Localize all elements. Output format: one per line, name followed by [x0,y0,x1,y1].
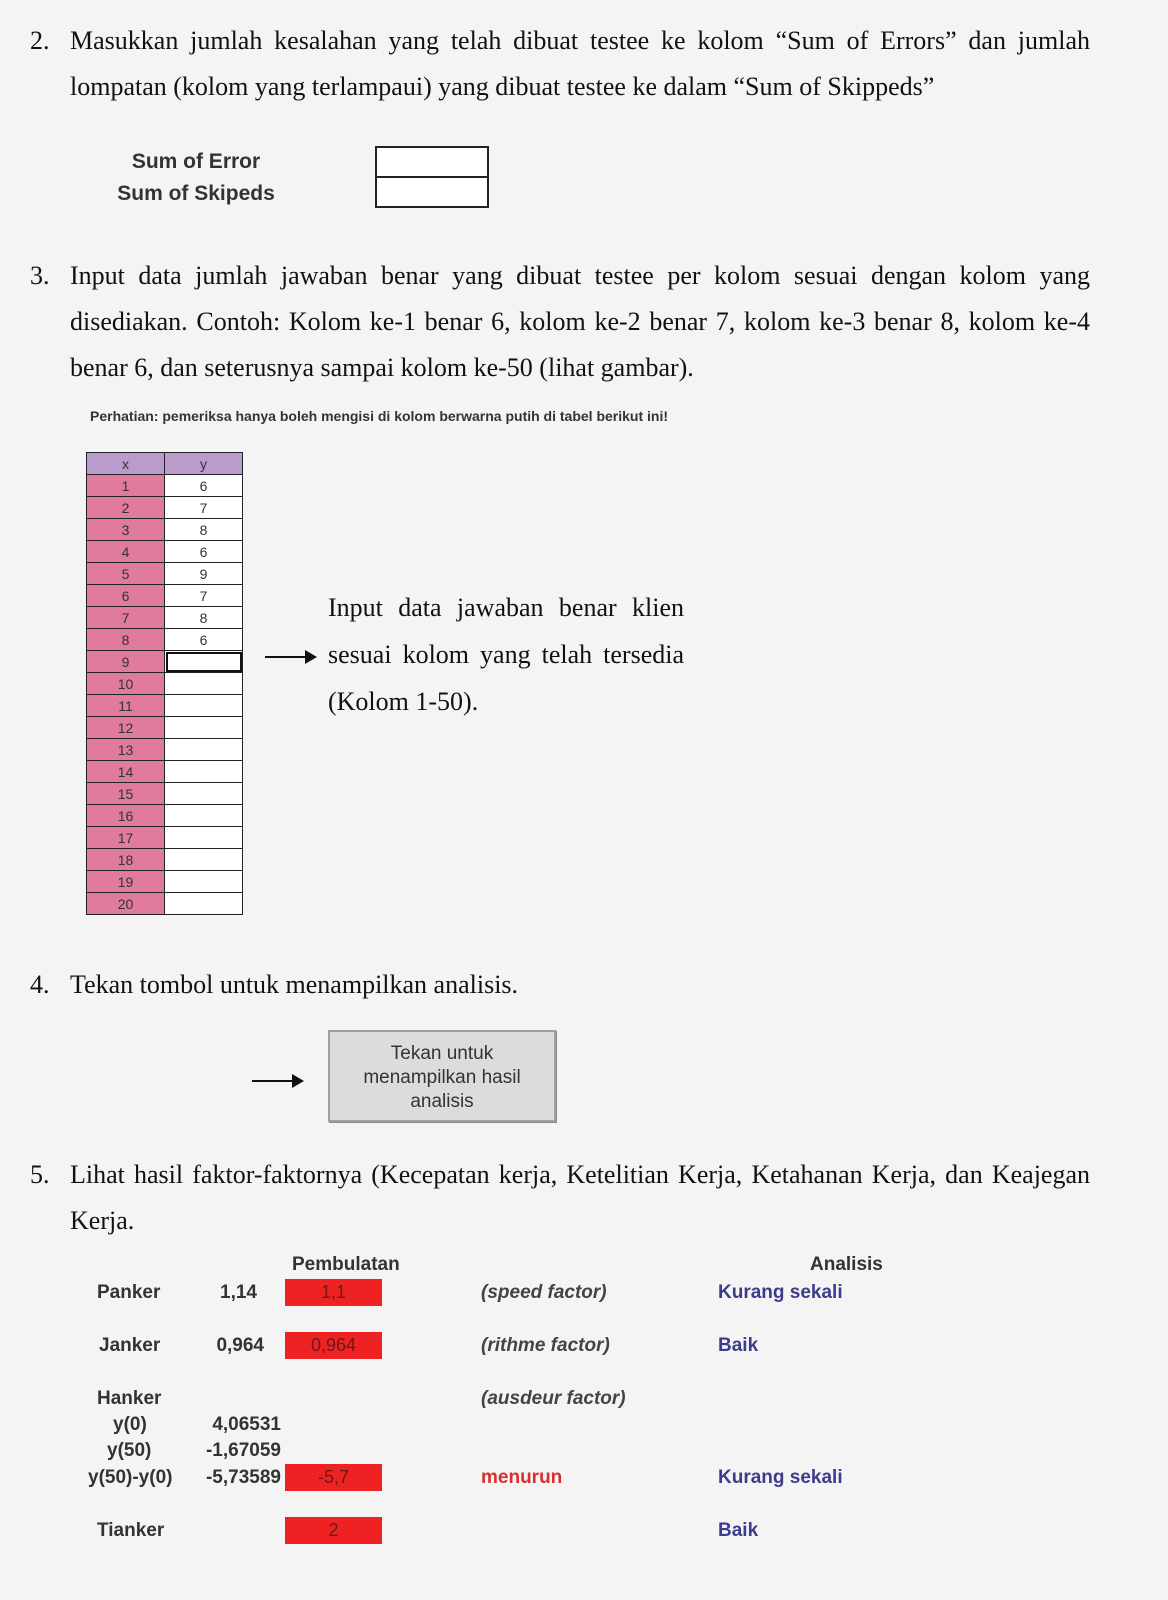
sum-of-error-label: Sum of Error [131,150,261,173]
table-row [87,673,243,695]
y-cell[interactable] [165,739,243,761]
y-cell[interactable]: 6 [165,541,243,563]
notice-text: Perhatian: pemeriksa hanya boleh mengisi di kolom berwarna putih di tabel berikut ini! [90,408,669,424]
step-number: 2. [30,26,50,55]
x-cell: 20 [87,893,165,915]
x-cell: 3 [87,519,165,541]
x-cell: 7 [87,607,165,629]
column-header-x: x [87,453,165,475]
y-cell[interactable] [165,849,243,871]
y-cell[interactable] [165,695,243,717]
y-cell[interactable]: 6 [165,475,243,497]
button-label-line: menampilkan hasil [363,1067,521,1088]
step-text: Masukkan jumlah kesalahan yang telah dibuat testee ke kolom “Sum of Errors” dan jumlah lompatan (kolom yang terlampaui) yang dibuat testee ke dalam “Sum of Skippeds” [70,26,1090,101]
step-4 [30,962,1090,1008]
step-text: Tekan tombol untuk menampilkan analisis. [70,970,519,999]
hanker-y50-value: -1,67059 [205,1440,281,1461]
hanker-label: Hanker [97,1388,162,1409]
y-cell[interactable] [165,783,243,805]
y-cell[interactable] [165,893,243,915]
table-row [87,827,243,849]
x-cell: 16 [87,805,165,827]
table-row [87,717,243,739]
hanker-trend: menurun [481,1467,563,1488]
table-row [87,629,243,651]
table-row [87,739,243,761]
hanker-factor: (ausdeur factor) [481,1388,626,1409]
x-cell: 14 [87,761,165,783]
x-cell: 12 [87,717,165,739]
show-analysis-button[interactable] [328,1030,556,1122]
x-cell: 10 [87,673,165,695]
hanker-diff-value: -5,73589 [205,1467,281,1488]
panker-value: 1,14 [220,1282,257,1303]
arrow-right-icon [252,1080,302,1082]
table-row [87,519,243,541]
x-cell: 11 [87,695,165,717]
table-row [87,497,243,519]
janker-analysis: Baik [718,1335,759,1356]
y-cell[interactable] [165,871,243,893]
x-cell: 9 [87,651,165,673]
arrow-right-icon [265,656,315,658]
step-number: 3. [30,261,50,290]
sum-of-error-input[interactable] [375,146,489,178]
janker-factor: (rithme factor) [481,1335,610,1356]
table-row [87,607,243,629]
x-cell: 17 [87,827,165,849]
table-row [87,585,243,607]
y-cell[interactable] [165,827,243,849]
table-row [87,893,243,915]
panker-rounded: 1,1 [285,1279,382,1306]
x-cell: 2 [87,497,165,519]
janker-rounded: 0,964 [285,1332,382,1359]
y-cell[interactable]: 7 [165,585,243,607]
input-instruction-text: Input data jawaban benar klien sesuai kolom yang telah tersedia (Kolom 1-50). [328,593,684,716]
analysis-header: Analisis [810,1254,883,1275]
panker-analysis: Kurang sekali [718,1282,843,1303]
step-3 [30,253,1090,391]
step-5 [30,1152,1090,1244]
panker-factor: (speed factor) [481,1282,607,1303]
y-cell[interactable]: 9 [165,563,243,585]
sum-of-skipeds-label: Sum of Skipeds [117,182,275,205]
step-text: Lihat hasil faktor-faktornya (Kecepatan kerja, Ketelitian Kerja, Ketahanan Kerja, dan Keajegan Kerja. [70,1160,1090,1235]
hanker-y0-label: y(0) [113,1414,147,1435]
table-row [87,761,243,783]
step-2 [30,18,1090,110]
x-cell: 15 [87,783,165,805]
y-cell[interactable]: 6 [165,629,243,651]
y-cell[interactable] [165,673,243,695]
x-cell: 13 [87,739,165,761]
y-cell[interactable]: 7 [165,497,243,519]
hanker-y50-label: y(50) [107,1440,152,1461]
table-row [87,783,243,805]
hanker-y0-value: 4,06531 [212,1414,281,1435]
table-row [87,563,243,585]
janker-value: 0,964 [216,1335,264,1356]
table-row [87,475,243,497]
tianker-analysis: Baik [718,1520,759,1541]
step-text: Input data jumlah jawaban benar yang dibuat testee per kolom sesuai dengan kolom yang disediakan. Contoh: Kolom ke-1 benar 6, kolom ke-2 benar 7, kolom ke-3 benar 8, kolom ke-4 benar 6, dan seterusnya sampai kolom ke-50 (lihat gambar). [70,261,1090,382]
x-cell: 1 [87,475,165,497]
x-cell: 18 [87,849,165,871]
y-cell-selected[interactable] [165,651,243,673]
table-row [87,805,243,827]
table-row [87,871,243,893]
tianker-label: Tianker [97,1520,165,1541]
x-cell: 5 [87,563,165,585]
button-label-line: analisis [410,1091,474,1112]
table-row [87,651,243,673]
step-number: 4. [30,970,50,999]
y-cell[interactable] [165,761,243,783]
panker-label: Panker [97,1282,161,1303]
sum-labels [96,146,296,210]
y-cell[interactable] [165,805,243,827]
column-header-y: y [165,453,243,475]
input-table [86,452,243,915]
table-row [87,849,243,871]
hanker-diff-label: y(50)-y(0) [88,1467,173,1488]
y-cell[interactable] [165,717,243,739]
button-label-line: Tekan untuk [390,1043,494,1064]
x-cell: 8 [87,629,165,651]
tianker-rounded: 2 [285,1517,382,1544]
hanker-rounded: -5,7 [285,1464,382,1491]
x-cell: 4 [87,541,165,563]
x-cell: 19 [87,871,165,893]
janker-label: Janker [99,1335,161,1356]
sum-of-skipeds-input[interactable] [375,176,489,208]
hanker-analysis: Kurang sekali [718,1467,843,1488]
rounding-header: Pembulatan [292,1254,400,1275]
y-cell[interactable]: 8 [165,519,243,541]
step-number: 5. [30,1160,50,1189]
y-cell[interactable]: 8 [165,607,243,629]
x-cell: 6 [87,585,165,607]
table-row [87,541,243,563]
table-row [87,695,243,717]
